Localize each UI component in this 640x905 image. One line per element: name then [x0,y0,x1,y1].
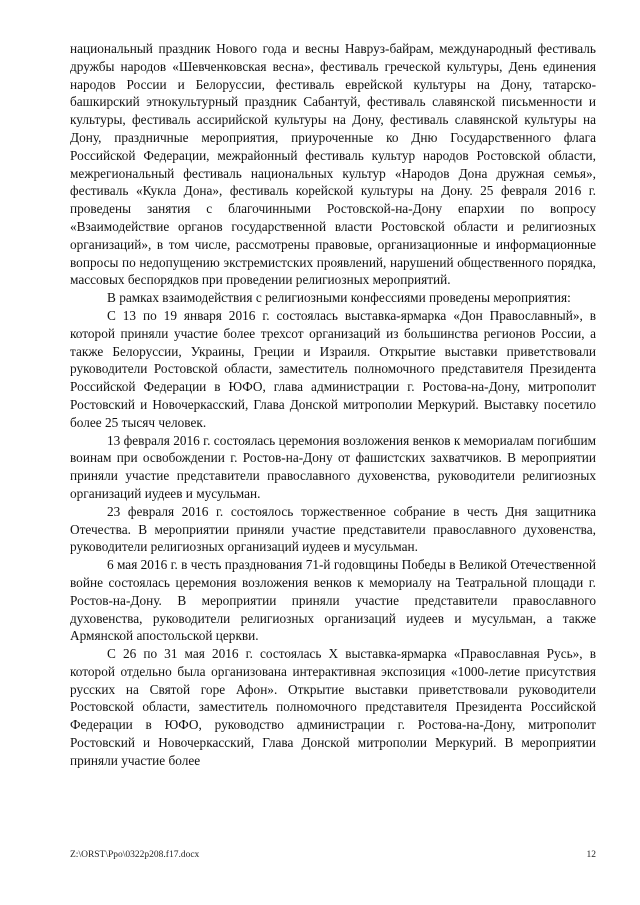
page-footer [70,850,596,864]
paragraph-defender-day: 23 февраля 2016 г. состоялось торжественное собрание в честь Дня защитника Отечества. В мероприятии приняли участие представители православного духовенства, руководители религиозных организаций иудеев и мусульман. [70,503,596,555]
paragraph-interaction-intro: В рамках взаимодействия с религиозными конфессиями проведены мероприятия: [107,290,571,306]
paragraph-festivals: национальный праздник Нового года и весны Навруз-байрам, международный фестиваль дружбы народов «Шевченковская весна», фестиваль греческой культуры, День единения народов России и Белоруссии, фестиваль еврейской культуры на Дону, татарско-башкирский этнокультурный праздник Сабантуй, фестиваль славянской письменности и культуры, фестиваль ассирийской культуры на Дону, фестиваль славянской культуры на Дону, праздничные мероприятия, приуроченные ко Дню Государственного флага Российской Федерации, межрайонный фестиваль культур народов Ростовской области, межрегиональный фестиваль национальных культур «Народов Дона дружная семья», фестиваль «Кукла Дона», фестиваль корейской культуры на Дону. 25 февраля 2016 г. проведены занятия с благочинными Ростовской-на-Дону епархии по вопросу «Взаимодействие органов государственной власти Ростовской области и религиозных организаций», в том числе, рассмотрены правовые, организационные и информационные вопросы по недопущению экстремистских проявлений, нарушений общественного порядка, массовых беспорядков при проведении религиозных мероприятий. [70,41,596,288]
paragraph-orthodox-rus-fair: С 26 по 31 мая 2016 г. состоялась X выставка-ярмарка «Православная Русь», в которой отдельно была организована интерактивная экспозиция «1000-летие присутствия русских на Святой горе Афон». Открытие выставки приветствовали руководители Ростовской области, заместитель полномочного представителя Президента Российской Федерации в ЮФО, руководство администрации г. Ростова-на-Дону, митрополит Ростовский и Новочеркасский, Глава Донской митрополии Меркурий. В мероприятии приняли участие более [70,646,596,768]
document-body [70,40,596,770]
paragraph-wreath-ceremony-february: 13 февраля 2016 г. состоялась церемония возложения венков к мемориалам погибшим воинам при освобождении г. Ростов-на-Дону от фашистских захватчиков. В мероприятии приняли участие представители православного духовенства, руководители религиозных организаций иудеев и мусульман. [70,432,596,501]
paragraph-victory-day: 6 мая 2016 г. в честь празднования 71-й годовщины Победы в Великой Отечественной войне состоялась церемония возложения венков к мемориалу на Театральной площади г. Ростов-на-Дону. В мероприятии приняли участие представители православного духовенства, руководители религиозных организаций иудеев и мусульман, а также Армянской апостольской церкви. [70,557,596,644]
footer-file-path: Z:\ORST\Ppo\0322p208.f17.docx [70,850,200,860]
page-number: 12 [586,850,596,860]
paragraph-don-orthodox-fair: С 13 по 19 января 2016 г. состоялась выставка-ярмарка «Дон Православный», в которой приняли участие более трехсот организаций из большинства регионов России, а также Белоруссии, Украины, Греции и Израиля. Открытие выставки приветствовали руководители Ростовской области, заместитель полномочного представителя Президента Российской Федерации в ЮФО, глава администрации г. Ростова-на-Дону, митрополит Ростовский и Новочеркасский, Глава Донской митрополии Меркурий. Выставку посетило более 25 тысяч человек. [70,307,596,430]
